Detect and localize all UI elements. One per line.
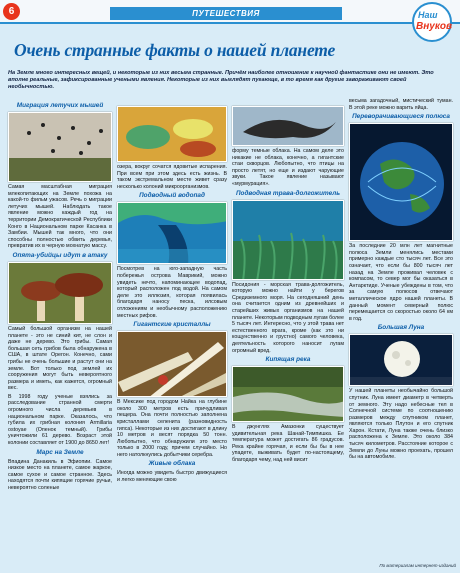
river-photo <box>232 366 344 422</box>
moon-text: У нашей планеты необычайно большой спутник. Луна имеет диаметр в четверть от земного. Эту надо небесные тел в Солнечной системе по соотношению размеров между спутником планет, являются только Плутон и его спутник Харон. Кстати, Луна также очень близко расположена к Земле. Это около 384 тысяч километров. Расстояние которое с Земли до Луны можно проехать, прошел бы на автомобиле. <box>349 388 453 461</box>
danakil-photo <box>117 106 227 162</box>
page-number: 6 <box>3 3 20 20</box>
top-bar <box>0 0 460 24</box>
bats-photo <box>8 112 112 182</box>
river-text: В джунглях Амазонки существует удивительная река Шанай-Тимпишка. Ее температура может достигать 86 градусов. Река крайне горячая, и если бы бы в нее упадете, выживать будет по-настоящему, благодаря чему, над ней висит <box>232 424 344 464</box>
poles-text: За последние 20 млн лет магнитные полюса Земли менялись местами примерно каждые сто тысяч лет. Все это означает, что если бы 800 тысяч лет назад на Земле проживал человек с компасом, то север мог бы оказаться в Антарктиде. Ученые убеждены в том, что за самую полюсов отвечают металлическое ядро нашей планеты. В данный момент северный полюс перемещается со скоростью около 64 км в год. <box>349 243 453 322</box>
crystals-photo <box>117 331 227 397</box>
logo-line1: Наш <box>418 10 438 20</box>
logo-line2: Внуков <box>416 21 453 32</box>
waterfall-text: Посмотрев на юго-западную часть побережья острова Маврикий, можно увидеть нечто, напоминающее водопад, который расположен под водой. На самом деле это иллюзия, которая появилась благодаря наносу песка, илсовым отложениям и необычному расположению местных рифов. <box>117 266 227 319</box>
starlings-photo <box>232 106 344 146</box>
mushrooms-text-1: Самый большой организм на нашей планете - это не синий кит, не слон и даже не дерево. Это грибы. Самая большая сеть грибов была обнаружена в США, в штате Орегон. Конечно, сами грибы не очень большие и растут они на земле. Вот только под землей их сооружения могут быть невероятного размера и иметь, как кажется, огромный вес. <box>8 325 112 392</box>
source-caption: По материалам интернет-изданий <box>379 563 456 568</box>
column-3 <box>232 104 344 464</box>
article-lead: На Земле много интересных вещей, и некоторые из них весьма странные. Причём наиболее отношение к научной фантастике они не имеют. Это вполне реальные, зафиксированные учеными явления. Некоторые из них выглядят пугающе, в то время как другие завораживают своей необычностью. <box>8 70 434 91</box>
heading-mushrooms: Опята-убийцы идут в атаку <box>12 251 108 259</box>
mushrooms-photo <box>8 262 112 324</box>
section-rubric: ПУТЕШЕСТВИЯ <box>110 7 342 20</box>
fog-text: весьма загадочный, мистический туман. В этой реке можно варить яйца. <box>349 98 453 111</box>
seagrass-text: Посидония - морская трава-долгожитель, которую можно найти у берегов Средиземного моря. На сегодняшний день она считается одним из древнейших и старейших живых организмов на нашей планете. Некоторым подводным лугам более 5 тысяч лет. Интересно, что у этой трава нет естественного врага, кроме (как это ни кощунственно и грустно) самого человека, деятельность которого наносит лугам огромный вред. <box>232 281 344 354</box>
heading-mars: Марс на Земле <box>36 448 84 456</box>
magazine-logo <box>410 2 458 42</box>
column-4 <box>349 98 453 461</box>
column-1 <box>8 100 112 492</box>
heading-big-moon: Большая Луна <box>377 324 425 332</box>
mars-text: Впадина Данакиль в Эфиопии. Самое низкое место на планете, самое жаркое, самое сухое и самое странное. Здесь находятся почти кипящие горячие ручьи, невероятно соленые <box>8 458 112 491</box>
heading-clouds: Живые облака <box>148 460 196 468</box>
article-title: Очень странные факты о нашей планете <box>14 40 336 60</box>
earth-photo <box>349 123 453 241</box>
clouds-text: Иногда можно увидеть быстро движущиеся и легко меняющие свою <box>117 470 227 484</box>
moon-photo <box>349 334 453 386</box>
heading-boiling-river: Кипящая река <box>265 356 311 364</box>
bats-text: Самая масштабная миграция млекопитающих на Земле похожа на какой-то фильм ужасов. Речь о миграции летучих мышей. Наблюдать такое явление можно каждый год на территории Демократической Республики Конго в Национальном парке Касанка в Замбии. Мышей так много, что они способны полностью обвить деревья, превратив их в черную мохнатую массу. <box>8 184 112 250</box>
heading-waterfall: Подводный водопад <box>139 192 205 200</box>
heading-seagrass: Подводная трава-долгожитель <box>235 189 341 197</box>
heading-poles: Переворачивающиеся полюса <box>352 113 450 121</box>
heading-crystals: Гигантские кристаллы <box>133 321 211 329</box>
crystals-text: В Мексике под городом Найка на глубине около 300 метров есть причудливая пещера. Она почти полностью заполнена кристаллами селенита (разновидность гипса). Некоторые из них достигают в длину 10 метров и весят порядка 50 тонн. Любопытно, что обнаружили это место только в 2000 году, причем случайно. Но него натолкнулись добытчики серебра. <box>117 399 227 458</box>
starlings-text: форму темные облака. На самом деле это никакие не облака, конечно, а гигантские стаи скворцов. Любопытно, что птицы на просто летят, но еще и издают чарующие звуки. Такое явление называют «мурмурация». <box>232 148 344 187</box>
seagrass-photo <box>232 200 344 280</box>
heading-bats: Миграция летучих мышей <box>16 102 104 109</box>
danakil-text: озера, вокруг сочатся ядовитые испарения. При всем при этом здесь есть жизнь. В таком экстремальном месте живет сразу несколько колоний микроорганизмов. <box>117 164 227 190</box>
waterfall-photo <box>117 202 227 264</box>
column-2 <box>117 104 227 484</box>
mushrooms-text-2: В 1998 году ученые взялись за расследование странной смерти огромного числа деревьев в национальном парке. Оказалось, что губила их грибная колония Armillaria ostoyae (Опенок темный). Грибы уничтожили 61 дерево. Возраст этой колонии составляет от 1900 до 8650 лет! <box>8 393 112 447</box>
